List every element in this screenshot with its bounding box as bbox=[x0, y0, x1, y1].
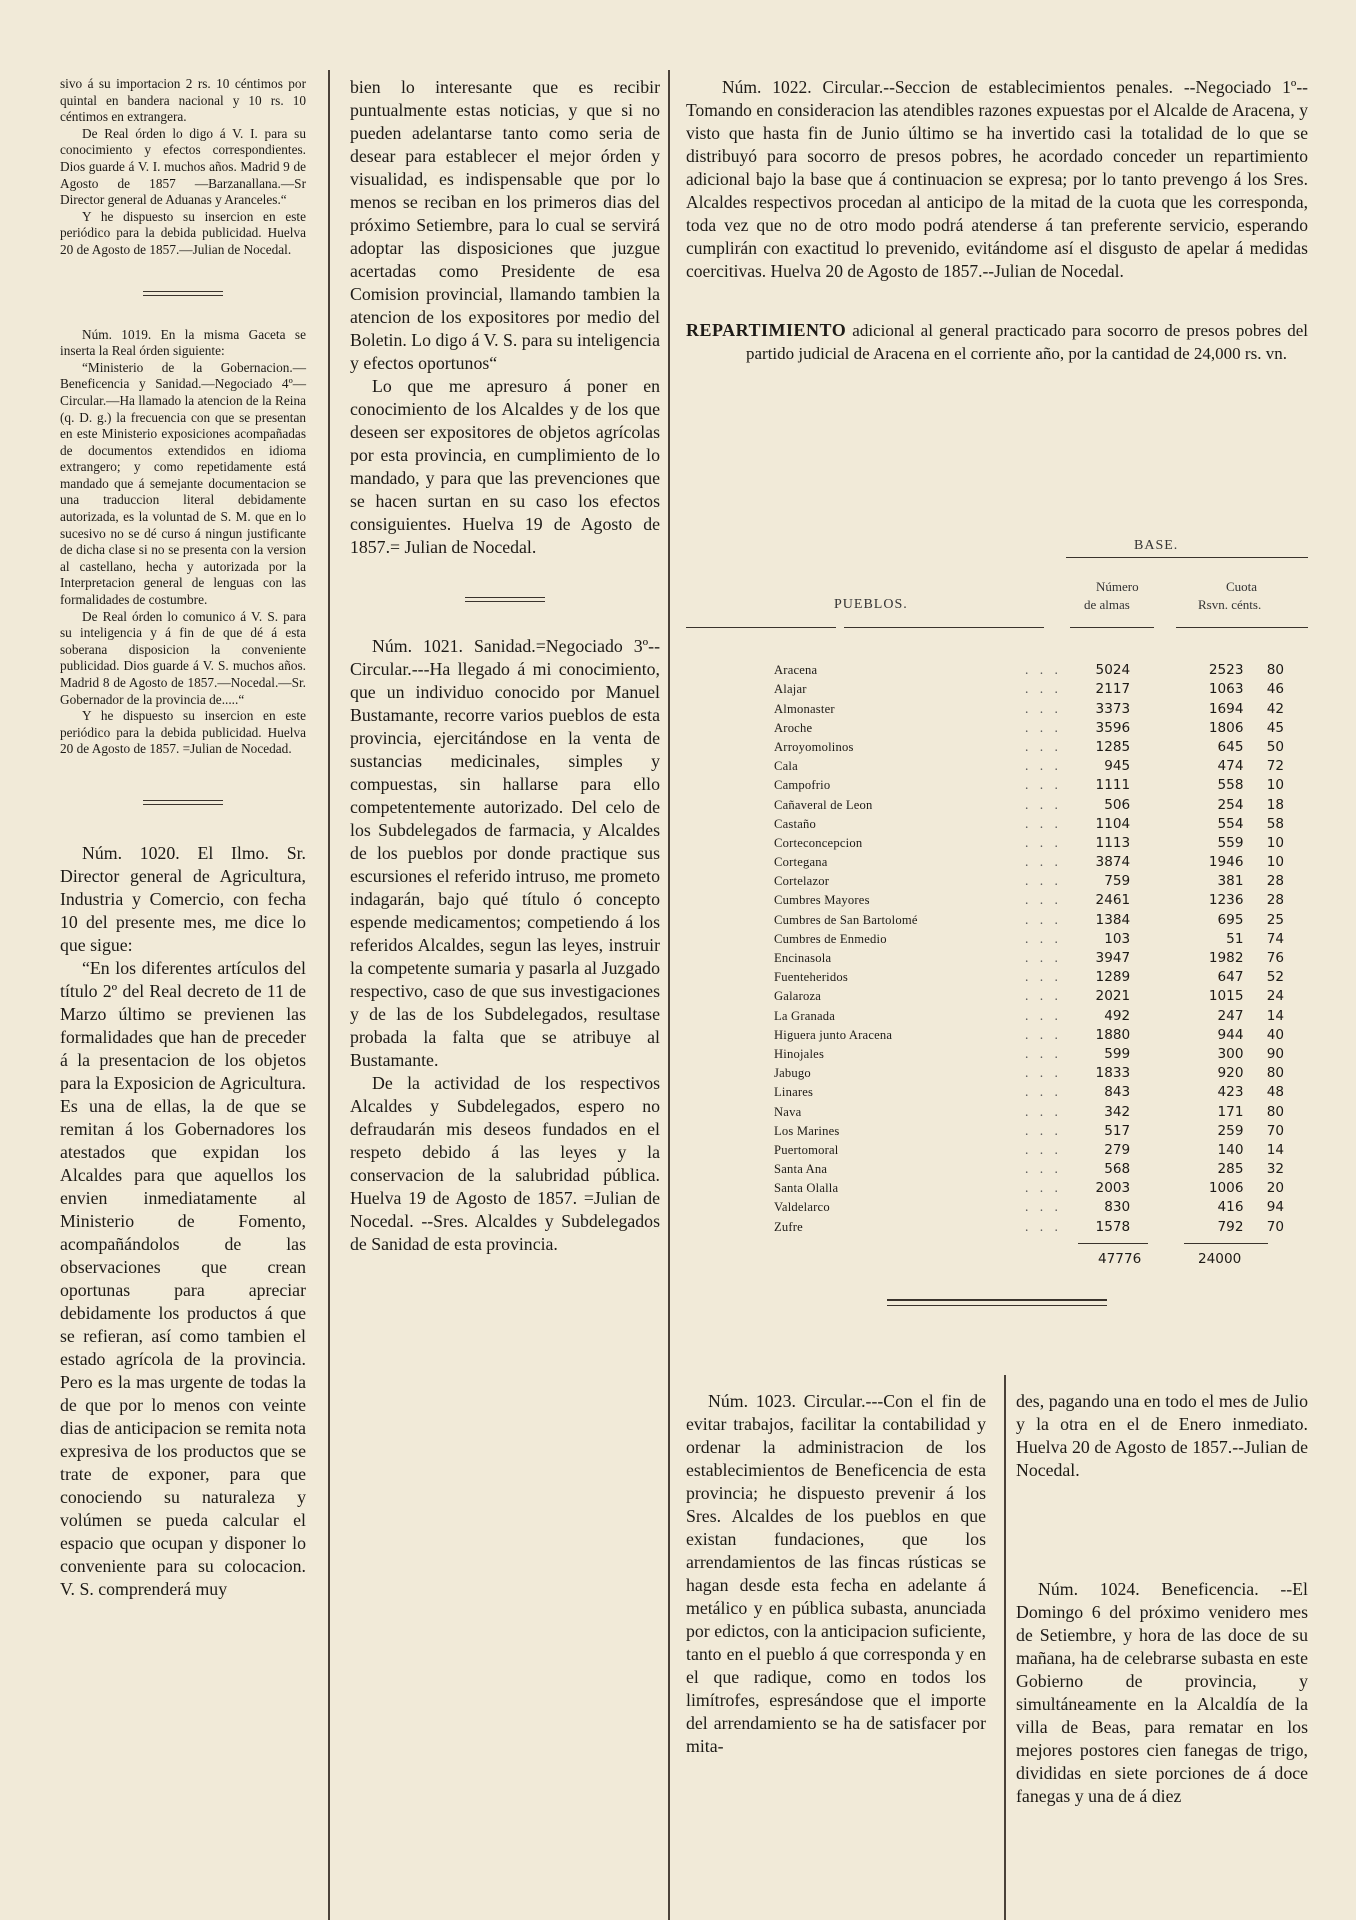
paragraph: De Real órden lo comunico á V. S. para su inteligencia y á fin de que dé á esta soberana disposicion la conveniente publicidad. Dios guarde á V. S. muchos años. Madrid 8 de Agosto de 1857.—Nocedal.—Sr. Gobernador de la provincia de.....“ bbox=[60, 608, 306, 707]
leader-dots: . . . bbox=[1024, 988, 1062, 1004]
cuota-centimos: 50 bbox=[1266, 738, 1284, 755]
cuota-centimos: 90 bbox=[1266, 1045, 1284, 1062]
table-row bbox=[774, 736, 1284, 755]
cuota-reales: 695 bbox=[1217, 911, 1244, 928]
cuota-reales: 1806 bbox=[1208, 719, 1244, 736]
almas-value: 1113 bbox=[1095, 834, 1131, 851]
leader-dots: . . . bbox=[1024, 1161, 1062, 1177]
almas-value: 830 bbox=[1104, 1199, 1131, 1216]
base-header: BASE. bbox=[1134, 538, 1179, 553]
almas-value: 517 bbox=[1104, 1122, 1131, 1139]
leader-dots: . . . bbox=[1024, 1141, 1062, 1157]
repartimiento-text: adicional al general practicado para socorro de presos pobres del partido judicial de Aracena en el corriente año, por la cantidad de 24,000 rs. vn. bbox=[746, 321, 1308, 363]
table-row bbox=[774, 1081, 1284, 1100]
notice-1024: Núm. 1024. Beneficencia. --El Domingo 6 del próximo venidero mes de Setiembre, y hora de las doce de su mañana, ha de celebrarse subasta en este Gobierno de provincia, y simultáneamente en la Alcaldía de la villa de Beas, para rematar en los mejores postores cien fanegas de trigo, divididas en siete porciones de á doce fanegas y una de á diez bbox=[1016, 1579, 1308, 1806]
numero-header: Número bbox=[1096, 579, 1139, 594]
cuota-centimos: 76 bbox=[1266, 950, 1284, 966]
table-row bbox=[774, 1177, 1284, 1196]
town-name: Cañaveral de Leon bbox=[774, 797, 873, 812]
table-row bbox=[774, 985, 1284, 1004]
cuota-reales: 423 bbox=[1217, 1084, 1244, 1101]
almas-value: 2461 bbox=[1095, 892, 1131, 909]
town-name: Corteconcepcion bbox=[774, 835, 863, 850]
town-name: Linares bbox=[774, 1085, 814, 1100]
cuota-reales: 558 bbox=[1217, 777, 1244, 794]
leader-dots: . . . bbox=[1024, 911, 1062, 927]
cuota-centimos: 40 bbox=[1266, 1026, 1284, 1043]
leader-dots: . . . bbox=[1024, 700, 1062, 716]
town-name: Hinojales bbox=[774, 1046, 825, 1061]
almas-value: 945 bbox=[1104, 758, 1131, 775]
leader-dots: . . . bbox=[1024, 1045, 1062, 1061]
cuota-centimos: 70 bbox=[1266, 1218, 1284, 1235]
column-1 bbox=[60, 76, 306, 1601]
almas-value: 5024 bbox=[1095, 662, 1131, 679]
cuota-reales: 559 bbox=[1217, 834, 1244, 851]
notice-1021: Núm. 1021. Sanidad.=Negociado 3º--Circular.---Ha llegado á mi conocimiento, que un individuo conocido por Manuel Bustamante, recorre varios pueblos de esta provincia, ejercitándose en la venta de sustancias medicinales, simples y compuestas, sin hallarse para ello competentemente autorizado. Del celo de los Subdelegados de farmacia, y Alcaldes de los pueblos por donde practique sus escursiones el referido intruso, me prometo indagarán, bajo qué título ó concepto espende medicamentos; competiendo á los referidos Alcaldes, segun las leyes, instruir la competente sumaria y pasarla al Juzgado respectivo, caso de que sus investigaciones y de las de los Subdelegados, resultase probada la falta que se atribuye al Bustamante. bbox=[350, 636, 660, 1070]
cuota-centimos: 70 bbox=[1266, 1122, 1284, 1139]
town-name: Cortegana bbox=[774, 855, 828, 870]
almas-value: 1384 bbox=[1095, 911, 1131, 928]
table-row bbox=[774, 947, 1284, 966]
table-row bbox=[774, 966, 1284, 985]
paragraph: bien lo interesante que es recibir puntualmente estas noticias, y que si no pueden adelantarse tanto como seria de desear para establecer el mejor órden y visualidad, es indispensable que por lo menos se reciban en los primeros dias del próximo Setiembre, para lo cual se servirá adoptar las disposiciones que juzgue acertadas como Presidente de esa Comision provincial, llamando tambien la atencion de los expositores por medio del Boletin. Lo digo á V. S. para su inteligencia y efectos oportunos“ bbox=[350, 77, 660, 373]
cuota-reales: 300 bbox=[1217, 1045, 1244, 1062]
table-row bbox=[774, 1062, 1284, 1081]
rsvn-header: Rsvn. cénts. bbox=[1198, 597, 1262, 612]
cuota-centimos: 58 bbox=[1266, 815, 1284, 832]
table-row bbox=[774, 774, 1284, 793]
cuota-reales: 247 bbox=[1217, 1007, 1244, 1024]
town-name: Aracena bbox=[774, 663, 818, 678]
almas-value: 342 bbox=[1104, 1103, 1131, 1120]
cuota-centimos: 80 bbox=[1266, 1065, 1284, 1082]
table-row bbox=[774, 659, 1284, 678]
leader-dots: . . . bbox=[1024, 777, 1062, 793]
paragraph: sivo á su importacion 2 rs. 10 céntimos por quintal en bandera nacional y 10 rs. 10 céntimos en extrangera. bbox=[60, 76, 306, 125]
town-name: Cumbres de San Bartolomé bbox=[774, 912, 918, 927]
column-rule-2 bbox=[668, 70, 670, 1920]
leader-dots: . . . bbox=[1024, 815, 1062, 831]
almas-value: 2021 bbox=[1095, 988, 1131, 1005]
town-name: Jabugo bbox=[774, 1066, 811, 1081]
leader-dots: . . . bbox=[1024, 930, 1062, 946]
table-row bbox=[774, 1139, 1284, 1158]
almas-value: 3596 bbox=[1095, 719, 1131, 736]
almas-value: 506 bbox=[1104, 796, 1131, 813]
town-name: Cumbres Mayores bbox=[774, 893, 870, 908]
town-name: Santa Olalla bbox=[774, 1181, 839, 1196]
table-row bbox=[774, 1120, 1284, 1139]
notice-1020-heading: Núm. 1020. El Ilmo. Sr. Director general de Agricultura, Industria y Comercio, con fecha 10 del presente mes, me dice lo que sigue: bbox=[60, 842, 306, 955]
cuota-reales: 1946 bbox=[1208, 854, 1244, 871]
cuota-header: Cuota bbox=[1226, 579, 1258, 594]
repartimiento-title bbox=[686, 319, 1308, 365]
divider-ornament bbox=[350, 589, 660, 607]
town-name: Fuenteheridos bbox=[774, 970, 848, 985]
cuota-centimos: 52 bbox=[1266, 969, 1284, 986]
column-3 bbox=[686, 76, 1308, 365]
leader-dots: . . . bbox=[1024, 1199, 1062, 1215]
almas-value: 1111 bbox=[1095, 777, 1131, 794]
leader-dots: . . . bbox=[1024, 1122, 1062, 1138]
cuota-reales: 474 bbox=[1217, 758, 1244, 775]
total-cuota: 24000 bbox=[1198, 1250, 1242, 1267]
table-row bbox=[774, 908, 1284, 927]
cuota-reales: 2523 bbox=[1208, 662, 1244, 679]
table-row bbox=[774, 1196, 1284, 1215]
leader-dots: . . . bbox=[1024, 1084, 1062, 1100]
town-name: Alajar bbox=[774, 682, 807, 697]
cuota-centimos: 80 bbox=[1266, 662, 1284, 679]
table-row bbox=[774, 1100, 1284, 1119]
leader-dots: . . . bbox=[1024, 662, 1062, 678]
cuota-reales: 645 bbox=[1217, 738, 1244, 755]
leader-dots: . . . bbox=[1024, 758, 1062, 774]
table-row bbox=[774, 678, 1284, 697]
town-name: Higuera junto Aracena bbox=[774, 1027, 893, 1042]
cuota-reales: 1063 bbox=[1208, 681, 1244, 698]
cuota-centimos: 74 bbox=[1266, 930, 1284, 947]
cuota-centimos: 42 bbox=[1266, 700, 1284, 717]
town-name: Campofrio bbox=[774, 778, 831, 793]
column-2 bbox=[350, 76, 660, 1256]
town-name: Galaroza bbox=[774, 989, 822, 1004]
almas-value: 1578 bbox=[1095, 1218, 1131, 1235]
town-name: Nava bbox=[774, 1104, 802, 1119]
almas-value: 492 bbox=[1104, 1007, 1131, 1024]
cuota-reales: 647 bbox=[1217, 969, 1244, 986]
leader-dots: . . . bbox=[1024, 681, 1062, 697]
column-rule-1 bbox=[328, 70, 330, 1920]
leader-dots: . . . bbox=[1024, 950, 1062, 965]
almas-value: 759 bbox=[1104, 873, 1131, 890]
right-subcolumn bbox=[1016, 1390, 1308, 1808]
divider-ornament bbox=[686, 1293, 1308, 1311]
cuota-reales: 171 bbox=[1217, 1103, 1244, 1120]
almas-value: 1833 bbox=[1095, 1065, 1131, 1082]
almas-value: 103 bbox=[1104, 930, 1131, 947]
column-rule-3 bbox=[1004, 1375, 1006, 1920]
cuota-reales: 1015 bbox=[1208, 988, 1244, 1005]
paragraph: “En los diferentes artículos del título 2º del Real decreto de 11 de Marzo último se previenen las formalidades que han de preceder á la presentacion de los objetos para la Exposicion de Agricultura. Es una de ellas, la de que se remitan á los Gobernadores los atestados que expidan los Alcaldes para que aquellos los envien inmediatamente al Ministerio de Fomento, acompañándolos de las observaciones que crean oportunas para apreciar debidamente los productos á que se refieran, así como tambien el estado agrícola de la provincia. Pero es la mas urgente de todas la de que por lo menos con veinte dias de anticipacion se remita nota expresiva de los productos que se trate de exponer, para que conociendo su naturaleza y volúmen se pueda calcular el espacio que ocupan y disponer lo conveniente para su colocacion. V. S. comprenderá muy bbox=[60, 957, 306, 1599]
table-row bbox=[774, 1004, 1284, 1023]
almas-value: 599 bbox=[1104, 1045, 1131, 1062]
town-name: Cumbres de Enmedio bbox=[774, 931, 887, 946]
cuota-centimos: 10 bbox=[1266, 854, 1284, 871]
paragraph: Lo que me apresuro á poner en conocimiento de los Alcaldes y de los que deseen ser expositores de objetos agrícolas por esta provincia, en cumplimiento de lo mandado, y para que las prevenciones que se hacen surtan en su caso los efectos consiguientes. Huelva 19 de Agosto de 1857.= Julian de Nocedal. bbox=[350, 376, 660, 557]
town-name: Cortelazor bbox=[774, 874, 830, 889]
table-row bbox=[774, 755, 1284, 774]
town-name: Santa Ana bbox=[774, 1162, 828, 1177]
cuota-centimos: 10 bbox=[1266, 834, 1284, 851]
cuota-centimos: 14 bbox=[1266, 1007, 1284, 1024]
cuota-reales: 1694 bbox=[1208, 700, 1244, 717]
cuota-reales: 554 bbox=[1217, 815, 1244, 832]
table-row bbox=[774, 870, 1284, 889]
table-row bbox=[774, 889, 1284, 908]
cuota-centimos: 45 bbox=[1266, 719, 1284, 736]
cuota-reales: 416 bbox=[1217, 1199, 1244, 1216]
pueblos-header: PUEBLOS. bbox=[834, 597, 908, 612]
cuota-centimos: 72 bbox=[1266, 758, 1284, 775]
town-name: La Granada bbox=[774, 1008, 836, 1023]
town-name: Puertomoral bbox=[774, 1142, 839, 1157]
almas-value: 2003 bbox=[1095, 1180, 1131, 1197]
town-name: Cala bbox=[774, 759, 798, 774]
cuota-reales: 1006 bbox=[1208, 1180, 1244, 1197]
cuota-reales: 792 bbox=[1217, 1218, 1244, 1235]
table-row bbox=[774, 697, 1284, 716]
town-name: Valdelarco bbox=[774, 1200, 830, 1215]
paragraph: “Ministerio de la Gobernacion.—Beneficencia y Sanidad.—Negociado 4º—Circular.—Ha llamado la atencion de la Reina (q. D. g.) la frecuencia con que se presentan en este Ministerio exposiciones acompañadas de documentos extendidos en idioma extrangero; y como repetidamente está mandado que á semejante documentacion se una traduccion literal debidamente autorizada, es la voluntad de S. M. que en lo sucesivo no se dé curso á ningun justificante de dicha clase si no se presenta con la version al castellano, hecha y autorizada por la Interpretacion general de lenguas con las formalidades de costumbre. bbox=[60, 359, 306, 608]
cuota-centimos: 20 bbox=[1266, 1180, 1284, 1197]
cuota-centimos: 48 bbox=[1266, 1084, 1284, 1101]
table-row bbox=[774, 851, 1284, 870]
leader-dots: . . . bbox=[1024, 873, 1062, 889]
repartimiento-heading: REPARTIMIENTO bbox=[686, 320, 847, 340]
total-almas: 47776 bbox=[1098, 1250, 1142, 1267]
town-name: Los Marines bbox=[774, 1123, 840, 1138]
town-name: Aroche bbox=[774, 720, 813, 735]
table-row bbox=[774, 928, 1284, 947]
almas-value: 1285 bbox=[1095, 738, 1131, 755]
town-name: Castaño bbox=[774, 816, 816, 831]
notice-1022: Núm. 1022. Circular.--Seccion de establecimientos penales. --Negociado 1º--Tomando en consideracion las atendibles razones expuestas por el Alcalde de Aracena, y visto que hasta fin de Junio último se ha invertido casi la totalidad de lo que se distribuyó para socorro de presos pobres, he acordado conceder un repartimiento adicional bajo la base que á continuacion se expresa; por lo tanto prevengo á los Sres. Alcaldes respectivos procedan al anticipo de la mitad de la cuota que les corresponda, toda vez que no de otro modo podrá atenderse á tan preferente servicio, esperando cumplirán con exactitud lo prevenido, evitándome así el disgusto de apelar á medidas coercitivas. Huelva 20 de Agosto de 1857.--Julian de Nocedal. bbox=[686, 77, 1308, 281]
almas-value: 1289 bbox=[1095, 969, 1131, 986]
table-row bbox=[774, 717, 1284, 736]
cuota-centimos: 10 bbox=[1266, 777, 1284, 794]
cuota-reales: 51 bbox=[1226, 930, 1244, 947]
town-name: Zufre bbox=[774, 1219, 803, 1234]
almas-value: 843 bbox=[1104, 1084, 1131, 1101]
town-name: Almonaster bbox=[774, 701, 835, 716]
notice-1023-column bbox=[686, 1390, 986, 1758]
cuota-centimos: 46 bbox=[1266, 681, 1284, 698]
cuota-reales: 285 bbox=[1217, 1161, 1244, 1178]
cuota-centimos: 32 bbox=[1266, 1161, 1284, 1178]
table-row bbox=[774, 1158, 1284, 1177]
leader-dots: . . . bbox=[1024, 892, 1062, 908]
table-row bbox=[774, 1215, 1284, 1234]
cuota-centimos: 14 bbox=[1266, 1141, 1284, 1158]
cuota-centimos: 28 bbox=[1266, 873, 1284, 890]
town-name: Encinasola bbox=[774, 951, 832, 965]
almas-value: 3373 bbox=[1095, 700, 1131, 717]
table-row bbox=[774, 813, 1284, 832]
table-row bbox=[774, 793, 1284, 812]
leader-dots: . . . bbox=[1024, 1103, 1062, 1119]
leader-dots: . . . bbox=[1024, 1007, 1062, 1023]
cuota-centimos: 94 bbox=[1266, 1199, 1284, 1216]
almas-value: 3947 bbox=[1095, 950, 1131, 966]
divider-ornament bbox=[60, 792, 306, 810]
divider-ornament bbox=[60, 283, 306, 301]
notice-1019-heading: Núm. 1019. En la misma Gaceta se inserta la Real órden siguiente: bbox=[60, 326, 306, 359]
leader-dots: . . . bbox=[1024, 719, 1062, 735]
cuota-reales: 944 bbox=[1217, 1026, 1244, 1043]
almas-value: 1880 bbox=[1095, 1026, 1131, 1043]
almas-value: 1104 bbox=[1095, 815, 1131, 832]
table-row bbox=[774, 1024, 1284, 1043]
cuota-centimos: 80 bbox=[1266, 1103, 1284, 1120]
almas-header: de almas bbox=[1084, 597, 1130, 612]
leader-dots: . . . bbox=[1024, 1218, 1062, 1234]
cuota-reales: 254 bbox=[1217, 796, 1244, 813]
cuota-reales: 259 bbox=[1217, 1122, 1244, 1139]
almas-value: 3874 bbox=[1095, 854, 1131, 871]
table-row bbox=[774, 1043, 1284, 1062]
cuota-reales: 381 bbox=[1217, 873, 1244, 890]
cuota-centimos: 25 bbox=[1266, 911, 1284, 928]
paragraph: De la actividad de los respectivos Alcaldes y Subdelegados, espero no defraudarán mis deseos fundados en el respeto debido á las leyes y la conservacion de la salubridad pública. Huelva 19 de Agosto de 1857. =Julian de Nocedal. --Sres. Alcaldes y Subdelegados de Sanidad de esta provincia. bbox=[350, 1073, 660, 1254]
cuota-centimos: 28 bbox=[1266, 892, 1284, 909]
repartimiento-table bbox=[686, 535, 1308, 1311]
notice-1023: Núm. 1023. Circular.---Con el fin de evitar trabajos, facilitar la contabilidad y ordenar la administracion de los establecimientos de Beneficencia de esta provincia; he dispuesto prevenir á los Sres. Alcaldes de los pueblos en que existan fundaciones, que los arrendamientos de las fincas rústicas se hagan desde esta fecha en adelante á metálico y en pública subasta, anunciada por edictos, con la anticipacion suficiente, tanto en el pueblo á que corresponda y en el que radique, como en todos los limítrofes, espresándose que el importe del arrendamiento se ha de satisfacer por mita- bbox=[686, 1391, 986, 1756]
almas-value: 2117 bbox=[1095, 681, 1131, 698]
leader-dots: . . . bbox=[1024, 738, 1062, 754]
town-name: Arroyomolinos bbox=[774, 739, 854, 754]
leader-dots: . . . bbox=[1024, 1180, 1062, 1196]
paragraph: des, pagando una en todo el mes de Julio y la otra en el de Enero inmediato. Huelva 20 de Agosto de 1857.--Julian de Nocedal. bbox=[1016, 1391, 1308, 1480]
cuota-reales: 920 bbox=[1217, 1065, 1244, 1082]
paragraph: Y he dispuesto su insercion en este periódico para la debida publicidad. Huelva 20 de Agosto de 1857.—Julian de Nocedal. bbox=[60, 208, 306, 257]
repartimiento-rows bbox=[774, 659, 1284, 1235]
paragraph: De Real órden lo digo á V. I. para su conocimiento y efectos correspondientes. Dios guarde á V. I. muchos años. Madrid 9 de Agosto de 1857 —Barzanallana.—Sr Director general de Aduanas y Aranceles.“ bbox=[60, 125, 306, 208]
divider-ornament bbox=[1016, 1522, 1308, 1540]
almas-value: 568 bbox=[1104, 1161, 1131, 1178]
almas-value: 279 bbox=[1104, 1141, 1131, 1158]
cuota-reales: 1982 bbox=[1208, 950, 1244, 966]
leader-dots: . . . bbox=[1024, 854, 1062, 870]
leader-dots: . . . bbox=[1024, 1065, 1062, 1081]
leader-dots: . . . bbox=[1024, 796, 1062, 812]
leader-dots: . . . bbox=[1024, 969, 1062, 985]
leader-dots: . . . bbox=[1024, 834, 1062, 850]
cuota-centimos: 24 bbox=[1266, 988, 1284, 1005]
paragraph: Y he dispuesto su insercion en este periódico para la debida publicidad. Huelva 20 de Agosto de 1857. =Julian de Nocedad. bbox=[60, 708, 306, 757]
table-row bbox=[774, 832, 1284, 851]
leader-dots: . . . bbox=[1024, 1026, 1062, 1042]
cuota-reales: 1236 bbox=[1208, 892, 1244, 909]
cuota-centimos: 18 bbox=[1266, 796, 1284, 813]
cuota-reales: 140 bbox=[1217, 1141, 1244, 1158]
